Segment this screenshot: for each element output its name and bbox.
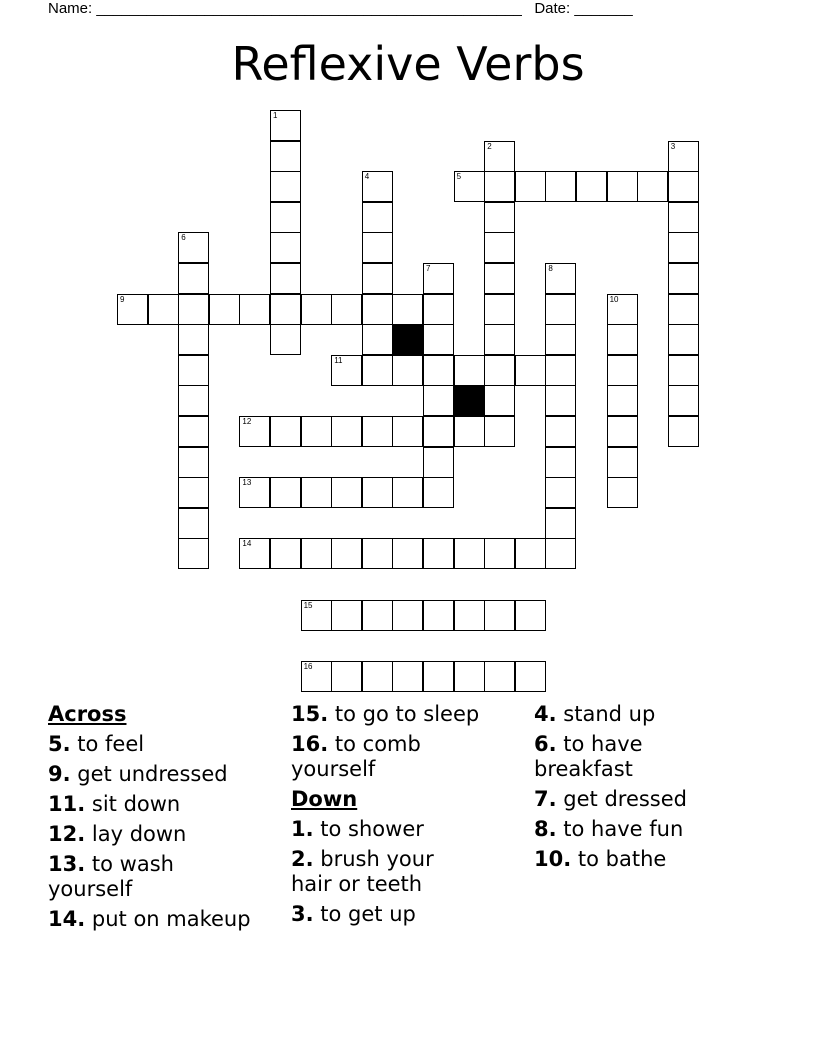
grid-cell[interactable] — [515, 600, 546, 631]
grid-cell[interactable] — [515, 538, 546, 569]
clue-across-11: 11. sit down — [48, 792, 181, 816]
clue-number: 16 — [303, 661, 313, 671]
clue-number: 3 — [670, 141, 676, 151]
grid-cell[interactable] — [331, 600, 362, 631]
grid-cell[interactable] — [362, 661, 393, 692]
clue-number: 11 — [334, 355, 343, 365]
grid-cell[interactable] — [178, 538, 209, 569]
grid-cell[interactable] — [423, 416, 454, 447]
grid-cell[interactable] — [270, 141, 301, 172]
grid-cell[interactable] — [239, 477, 270, 508]
grid-cell[interactable] — [270, 202, 301, 233]
black-square — [392, 324, 423, 355]
grid-cell[interactable] — [392, 477, 423, 508]
grid-cell[interactable] — [484, 294, 515, 325]
grid-cell[interactable] — [545, 263, 576, 294]
clue-down-6: 6. to have breakfast — [534, 732, 643, 781]
date-line[interactable]: _______ — [574, 0, 633, 17]
grid-cell[interactable] — [362, 263, 393, 294]
grid-cell[interactable] — [454, 661, 485, 692]
grid-cell[interactable] — [484, 416, 515, 447]
clue-number: 14 — [242, 539, 252, 549]
clue-across-13: 13. to wash yourself — [48, 852, 174, 901]
grid-cell[interactable] — [362, 202, 393, 233]
clue-down-1: 1. to shower — [291, 817, 424, 841]
grid-cell[interactable] — [331, 294, 362, 325]
grid-cell[interactable] — [607, 447, 638, 478]
grid-cell[interactable] — [392, 355, 423, 386]
grid-cell[interactable] — [545, 294, 576, 325]
grid-cell[interactable] — [392, 661, 423, 692]
clue-number: 2 — [487, 141, 492, 151]
grid-cell[interactable] — [484, 141, 515, 172]
grid-cell[interactable] — [607, 294, 638, 325]
grid-cell[interactable] — [545, 447, 576, 478]
grid-cell[interactable] — [668, 202, 699, 233]
grid-cell[interactable] — [484, 171, 515, 202]
grid-cell[interactable] — [362, 538, 393, 569]
clue-number: 4 — [364, 172, 370, 182]
grid-cell[interactable] — [423, 538, 454, 569]
grid-cell[interactable] — [423, 477, 454, 508]
grid-cell[interactable] — [423, 324, 454, 355]
clue-number: 10 — [609, 294, 619, 304]
grid-cell[interactable] — [178, 477, 209, 508]
clues-column-3 — [534, 702, 764, 877]
black-square — [454, 385, 485, 416]
grid-cell[interactable] — [117, 294, 148, 325]
grid-cell[interactable] — [545, 508, 576, 539]
grid-cell[interactable] — [301, 600, 332, 631]
grid-cell[interactable] — [423, 263, 454, 294]
grid-cell[interactable] — [668, 416, 699, 447]
grid-cell[interactable] — [331, 661, 362, 692]
grid-cell[interactable] — [270, 232, 301, 263]
grid-cell[interactable] — [607, 477, 638, 508]
grid-cell[interactable] — [607, 416, 638, 447]
grid-cell[interactable] — [484, 324, 515, 355]
clue-number: 13 — [242, 478, 252, 488]
grid-cell[interactable] — [362, 294, 393, 325]
grid-cell[interactable] — [270, 324, 301, 355]
grid-cell[interactable] — [423, 355, 454, 386]
clue-down-10: 10. to bathe — [534, 847, 667, 871]
grid-cell[interactable] — [331, 477, 362, 508]
grid-cell[interactable] — [515, 171, 546, 202]
clue-number: 5 — [456, 172, 462, 182]
grid-cell[interactable] — [331, 538, 362, 569]
grid-cell[interactable] — [392, 416, 423, 447]
grid-cell[interactable] — [392, 600, 423, 631]
grid-cell[interactable] — [607, 171, 638, 202]
grid-cell[interactable] — [454, 416, 485, 447]
clue-number: 8 — [548, 264, 553, 273]
grid-cell[interactable] — [607, 324, 638, 355]
clue-across-5: 5. to feel — [48, 732, 145, 756]
page-title: Reflexive Verbs — [231, 37, 585, 91]
clue-across-9: 9. get undressed — [48, 762, 228, 786]
clue-number: 9 — [120, 294, 125, 304]
grid-cell[interactable] — [668, 232, 699, 263]
clue-across-14: 14. put on makeup — [48, 907, 251, 931]
grid-cell[interactable] — [454, 171, 485, 202]
grid-cell[interactable] — [270, 263, 301, 294]
grid-cell[interactable] — [423, 385, 454, 416]
grid-cell[interactable] — [545, 324, 576, 355]
grid-cell[interactable] — [178, 447, 209, 478]
grid-cell[interactable] — [545, 538, 576, 569]
grid-cell[interactable] — [148, 294, 179, 325]
name-label: Name: — [48, 0, 93, 17]
grid-cell[interactable] — [484, 202, 515, 233]
grid-cell[interactable] — [454, 600, 485, 631]
clue-number: 12 — [242, 417, 252, 426]
clue-across-12: 12. lay down — [48, 822, 187, 846]
grid-cell[interactable] — [362, 416, 393, 447]
grid-cell[interactable] — [362, 232, 393, 263]
grid-cell[interactable] — [270, 477, 301, 508]
clue-number: 7 — [426, 264, 431, 273]
grid-cell[interactable] — [239, 294, 270, 325]
grid-cell[interactable] — [301, 661, 332, 692]
grid-cell[interactable] — [423, 294, 454, 325]
grid-cell[interactable] — [545, 385, 576, 416]
grid-cell[interactable] — [423, 447, 454, 478]
grid-cell[interactable] — [576, 171, 607, 202]
grid-cell[interactable] — [178, 416, 209, 447]
clue-number: 15 — [303, 600, 313, 610]
grid-cell[interactable] — [178, 263, 209, 294]
grid-cell[interactable] — [178, 232, 209, 263]
grid-cell[interactable] — [454, 355, 485, 386]
name-line[interactable]: ___________________________________________________ — [96, 0, 522, 17]
grid-cell[interactable] — [331, 416, 362, 447]
clue-down-4: 4. stand up — [534, 702, 656, 726]
grid-cell[interactable] — [607, 385, 638, 416]
grid-cell[interactable] — [515, 661, 546, 692]
grid-cell[interactable] — [423, 600, 454, 631]
grid-cell[interactable] — [392, 538, 423, 569]
grid-cell[interactable] — [668, 355, 699, 386]
clue-number: 1 — [273, 111, 278, 120]
grid-cell[interactable] — [668, 324, 699, 355]
grid-cell[interactable] — [484, 661, 515, 692]
grid-cell[interactable] — [668, 385, 699, 416]
grid-cell[interactable] — [484, 538, 515, 569]
grid-cell[interactable] — [637, 171, 668, 202]
grid-cell[interactable] — [392, 294, 423, 325]
grid-cell[interactable] — [668, 263, 699, 294]
clue-down-2: 2. brush your hair or teeth — [291, 847, 434, 896]
grid-cell[interactable] — [270, 416, 301, 447]
grid-cell[interactable] — [515, 355, 546, 386]
grid-cell[interactable] — [301, 294, 332, 325]
grid-cell[interactable] — [545, 416, 576, 447]
grid-cell[interactable] — [178, 324, 209, 355]
grid-cell[interactable] — [270, 171, 301, 202]
grid-cell[interactable] — [178, 385, 209, 416]
grid-cell[interactable] — [484, 385, 515, 416]
clue-number: 6 — [181, 233, 186, 243]
grid-cell[interactable] — [668, 294, 699, 325]
grid-cell[interactable] — [607, 355, 638, 386]
grid-cell[interactable] — [423, 661, 454, 692]
grid-cell[interactable] — [484, 355, 515, 386]
clue-down-7: 7. get dressed — [534, 787, 687, 811]
grid-cell[interactable] — [239, 538, 270, 569]
grid-cell[interactable] — [178, 355, 209, 386]
down-heading: Down — [291, 787, 358, 811]
grid-cell[interactable] — [668, 141, 699, 172]
grid-cell[interactable] — [484, 600, 515, 631]
grid-cell[interactable] — [362, 477, 393, 508]
grid-cell[interactable] — [178, 508, 209, 539]
grid-cell[interactable] — [545, 477, 576, 508]
clue-down-3: 3. to get up — [291, 902, 416, 926]
grid-cell[interactable] — [301, 538, 332, 569]
grid-cell[interactable] — [484, 232, 515, 263]
grid-cell[interactable] — [270, 294, 301, 325]
grid-cell[interactable] — [454, 538, 485, 569]
grid-cell[interactable] — [668, 171, 699, 202]
grid-cell[interactable] — [362, 600, 393, 631]
grid-cell[interactable] — [545, 171, 576, 202]
grid-cell[interactable] — [545, 355, 576, 386]
clue-down-8: 8. to have fun — [534, 817, 684, 841]
clue-across-15: 15. to go to sleep — [291, 702, 480, 726]
grid-cell[interactable] — [484, 263, 515, 294]
grid-cell[interactable] — [270, 538, 301, 569]
grid-cell[interactable] — [301, 477, 332, 508]
header — [48, 0, 633, 18]
clues-column-1 — [48, 702, 278, 937]
grid-cell[interactable] — [239, 416, 270, 447]
clue-across-16: 16. to comb yourself — [291, 732, 421, 781]
grid-cell[interactable] — [209, 294, 240, 325]
grid-cell[interactable] — [362, 324, 393, 355]
grid-cell[interactable] — [270, 110, 301, 141]
grid-cell[interactable] — [331, 355, 362, 386]
clues-column-2 — [291, 702, 511, 932]
grid-cell[interactable] — [178, 294, 209, 325]
grid-cell[interactable] — [301, 416, 332, 447]
grid-cell[interactable] — [362, 355, 393, 386]
grid-cell[interactable] — [362, 171, 393, 202]
across-heading: Across — [48, 702, 127, 726]
date-label: Date: — [534, 0, 571, 17]
